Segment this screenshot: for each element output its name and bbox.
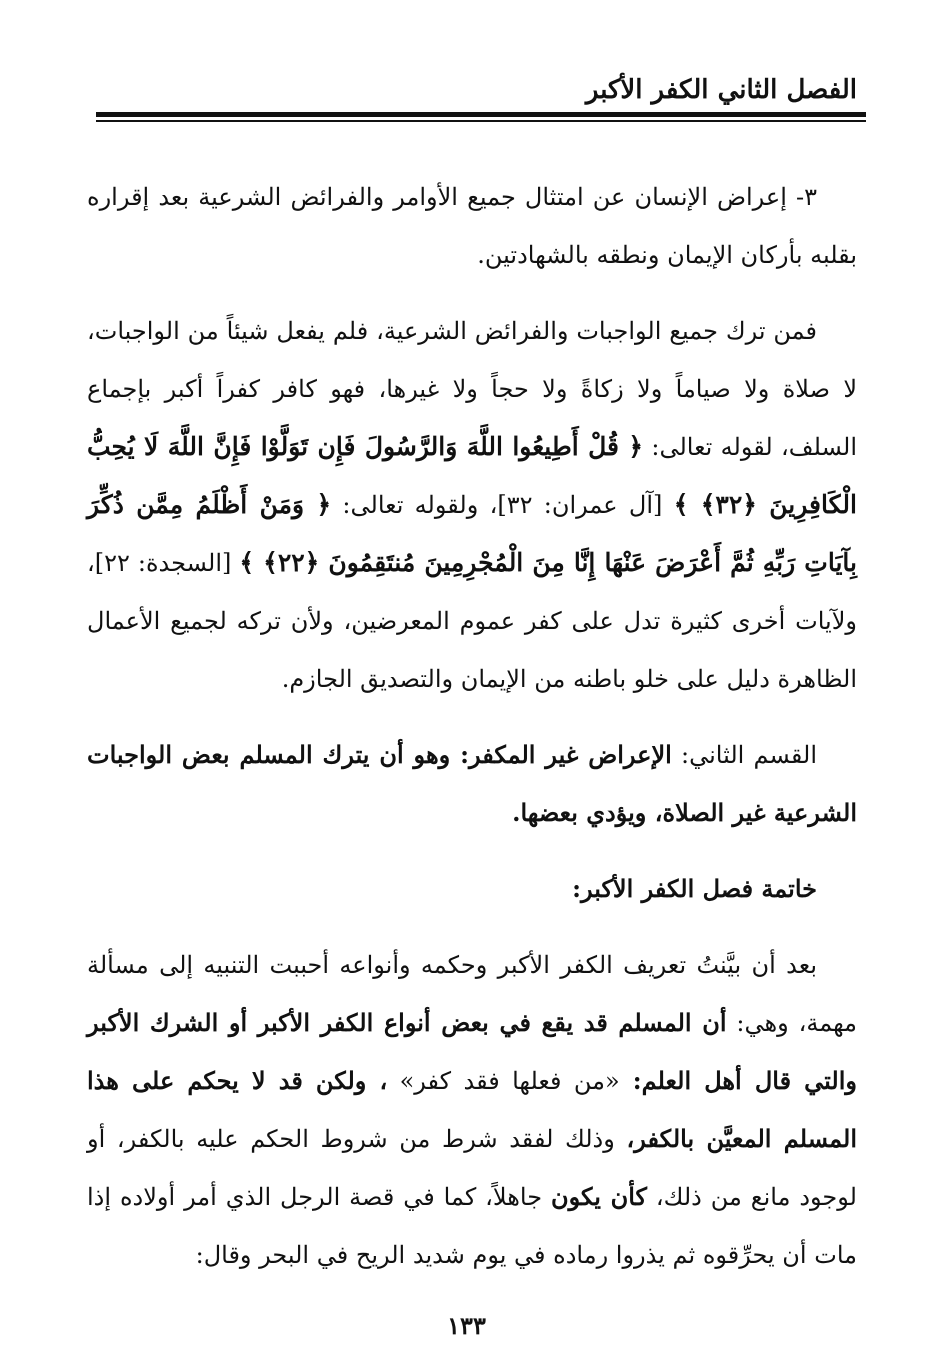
paragraph-5-emphasis-2: ، ولكن قد لا يحكم على هذا المسلم المعيَّن بالكفر، [87, 1066, 857, 1153]
scholars-quote: «من فعلها فقد كفر» [399, 1067, 620, 1095]
paragraph-5-intro: بعد أن بيَّنتُ تعريف الكفر الأكبر وحكمه وأنواعه أحببت التنبيه إلى مسألة مهمة، وهي: [87, 951, 857, 1037]
paragraph-2-intro: فمن ترك جميع الواجبات والفرائض الشرعية، فلم يفعل شيئاً من الواجبات، لا صلاة ولا صياماً ولا زكاةً ولا حجاً ولا غيرها، فهو كافر كفراً أكبر بإجماع السلف، لقوله تعالى: [87, 317, 857, 461]
running-header: الفصل الثاني الكفر الأكبر [585, 75, 857, 105]
paragraph-5 [87, 936, 857, 1284]
paragraph-5-emphasis-1: أن المسلم قد يقع في بعض أنواع الكفر الأكبر أو الشرك الأكبر والتي قال أهل العلم: [87, 1008, 857, 1095]
section-two-label: القسم الثاني: [671, 741, 817, 769]
page-number: ١٣٣ [447, 1311, 486, 1340]
paragraph-1: ٣- إعراض الإنسان عن امتثال جميع الأوامر والفرائض الشرعية بعد إقراره بقلبه بأركان الإيمان ونطقه بالشهادتين. [87, 183, 857, 269]
page-body [87, 168, 857, 1302]
paragraph-2-continuation: [السجدة: ٢٢]، ولآيات أخرى كثيرة تدل على كفر عموم المعرضين، ولأن تركه لجميع الأعمال الظاهرة دليل على خلو باطنه من الإيمان والتصديق الجازم. [87, 549, 857, 693]
quran-verse-1: ﴿ قُلْ أَطِيعُوا اللَّهَ وَالرَّسُولَ فَإِن تَوَلَّوْا فَإِنَّ اللَّهَ لَا يُحِبُّ الْكَافِرِينَ ﴿٣٢﴾ ﴾ [87, 432, 857, 519]
paragraph-5-middle: وذلك لفقد شرط من شروط الحكم عليه بالكفر، أو لوجود مانع من ذلك، [87, 1125, 857, 1211]
conclusion-heading: خاتمة فصل الكفر الأكبر: [572, 874, 817, 903]
paragraph-2 [87, 302, 857, 708]
section-two-text: الإعراض غير المكفر: وهو أن يترك المسلم بعض الواجبات الشرعية غير الصلاة، ويؤدي بعضها. [87, 740, 857, 827]
paragraph-3 [87, 726, 857, 842]
header-rule-thick [96, 112, 866, 117]
paragraph-5-end: جاهلاً، كما في قصة الرجل الذي أمر أولاده إذا مات أن يحرِّقوه ثم يذروا رماده في يوم شديد الريح في البحر وقال: [87, 1183, 857, 1269]
quran-verse-2: ﴿ وَمَنْ أَظْلَمُ مِمَّن ذُكِّرَ بِآيَاتِ رَبِّهِ ثُمَّ أَعْرَضَ عَنْهَا إِنَّا مِنَ الْمُجْرِمِينَ مُنتَقِمُونَ ﴿٢٢﴾ ﴾ [87, 490, 857, 577]
verse-1-reference: [آل عمران: ٣٢]، ولقوله تعالى: [331, 491, 663, 519]
paragraph-5-emphasis-3: كأن يكون [550, 1182, 647, 1211]
header-rule-thin [96, 120, 866, 122]
